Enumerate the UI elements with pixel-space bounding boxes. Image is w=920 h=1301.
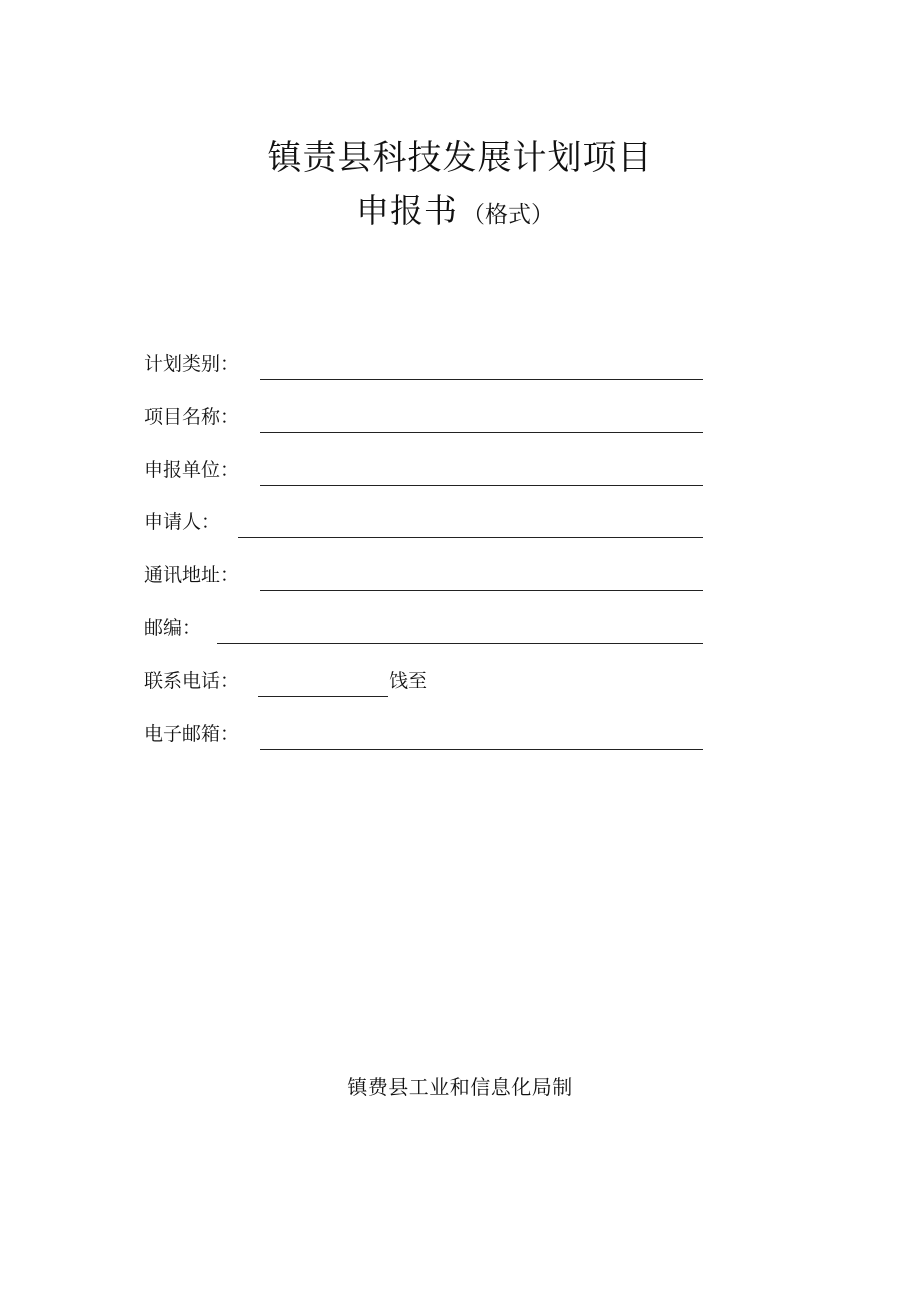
email-label: 电子邮箱： [144, 723, 240, 745]
applicant-input-line[interactable] [238, 537, 703, 538]
applicant-field [144, 508, 704, 538]
project-name-label: 项目名称： [144, 406, 240, 428]
plan-category-label: 计划类别： [144, 353, 240, 375]
document-title: 镇责县科技发展计划项目 [267, 138, 653, 178]
applicant-unit-input-line[interactable] [260, 485, 703, 486]
postcode-input-line[interactable] [217, 643, 703, 644]
subtitle-main: 申报书 [356, 191, 458, 230]
phone-field [144, 667, 444, 697]
plan-category-field [144, 350, 704, 380]
phone-input-line[interactable] [258, 696, 388, 697]
address-label: 通讯地址： [144, 564, 240, 586]
phone-label: 联系电话： [144, 670, 240, 692]
email-field [144, 720, 704, 750]
subtitle-note: （格式） [462, 202, 554, 228]
postcode-label: 邮编： [144, 617, 202, 639]
postcode-field [144, 614, 704, 644]
email-input-line[interactable] [260, 749, 703, 750]
applicant-unit-field [144, 456, 704, 486]
project-name-input-line[interactable] [260, 432, 703, 433]
document-subtitle [356, 190, 554, 238]
applicant-label: 申请人： [144, 511, 221, 533]
project-name-field [144, 403, 704, 433]
plan-category-input-line[interactable] [260, 379, 703, 380]
applicant-unit-label: 申报单位： [144, 459, 240, 481]
issuer-footer: 镇费县工业和信息化局制 [347, 1075, 573, 1099]
address-field [144, 561, 704, 591]
phone-suffix: 饯至 [389, 670, 428, 692]
address-input-line[interactable] [260, 590, 703, 591]
